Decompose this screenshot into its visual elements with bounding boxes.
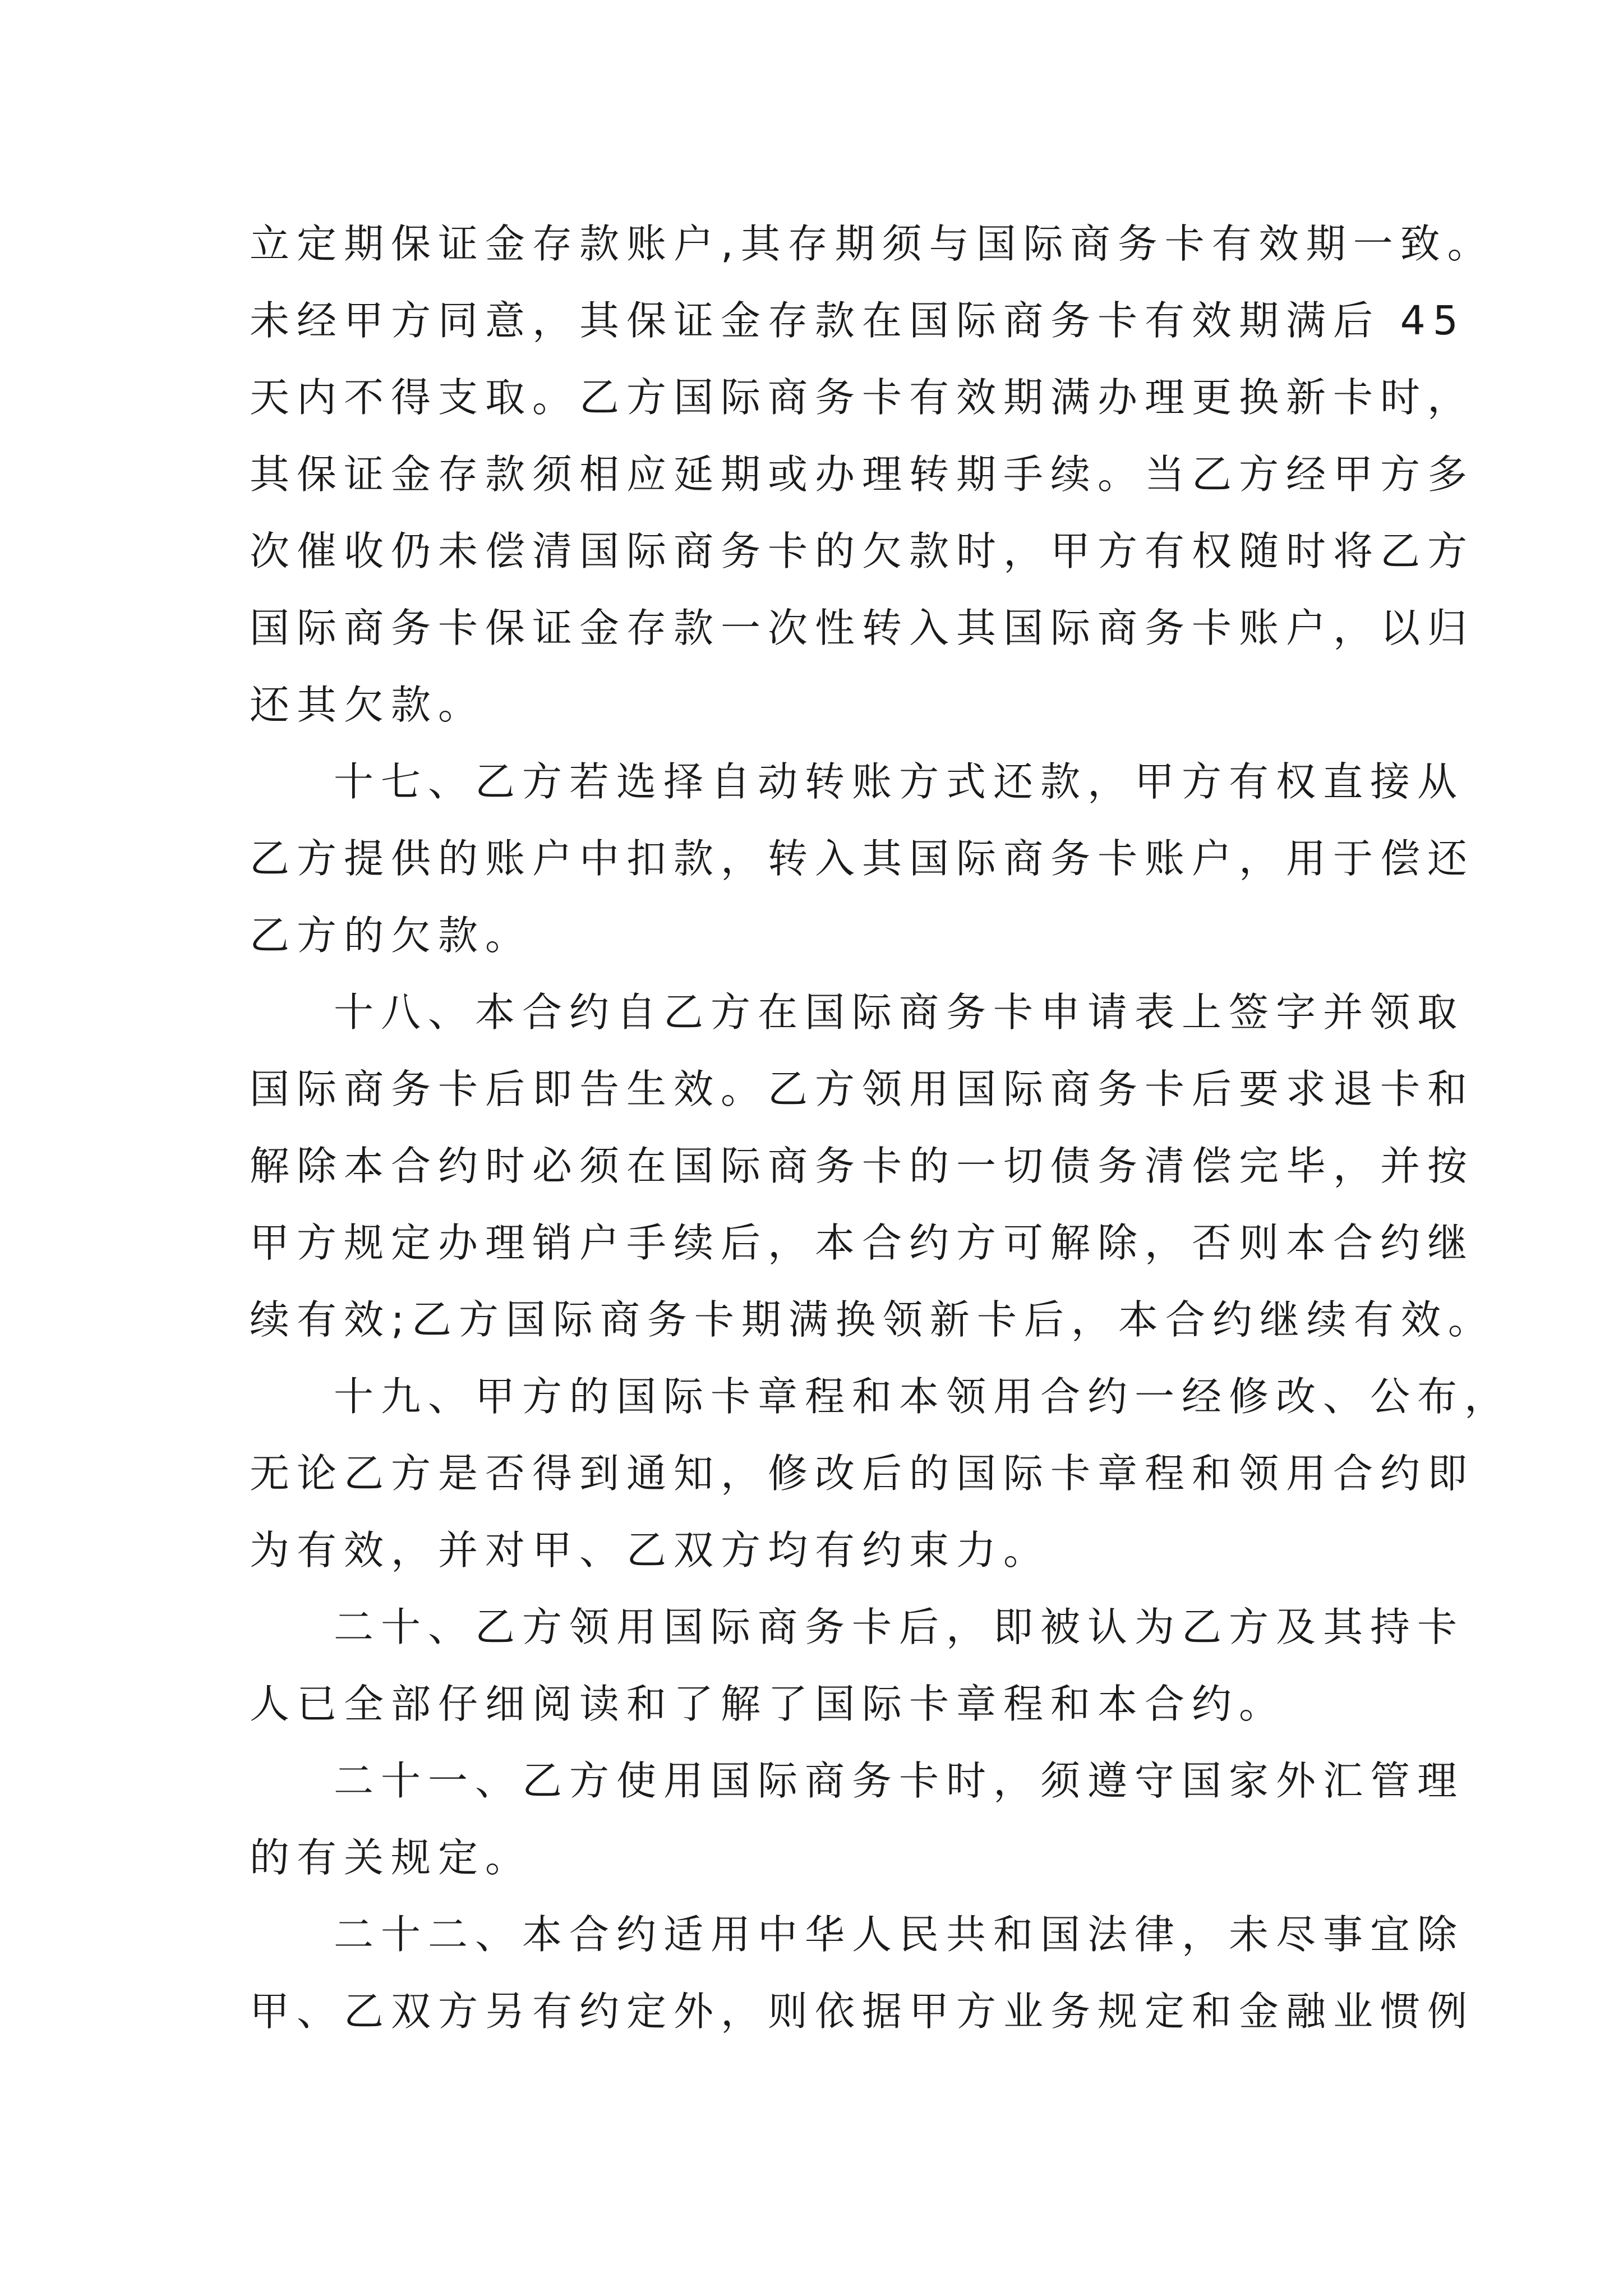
text-line: 还其欠款。 — [250, 682, 486, 728]
text-line: 解除本合约时必须在国际商务卡的一切债务清偿完毕，并按 — [250, 1143, 1475, 1189]
text-line: 无论乙方是否得到通知，修改后的国际卡章程和领用合约即 — [250, 1450, 1475, 1497]
text-line: 为有效，并对甲、乙双方均有约束力。 — [250, 1527, 1051, 1573]
text-line: 国际商务卡保证金存款一次性转入其国际商务卡账户，以归 — [250, 605, 1475, 651]
text-line: 立定期保证金存款账户,其存期须与国际商务卡有效期一致。 — [250, 220, 1495, 267]
text-line: 甲、乙双方另有约定外，则依据甲方业务规定和金融业惯例 — [250, 1988, 1475, 2035]
clause-21-line: 二十一、乙方使用国际商务卡时，须遵守国家外汇管理 — [334, 1757, 1465, 1804]
text-line: 乙方提供的账户中扣款，转入其国际商务卡账户，用于偿还 — [250, 835, 1475, 882]
text-line: 续有效;乙方国际商务卡期满换领新卡后，本合约继续有效。 — [250, 1296, 1495, 1343]
text-line: 次催收仍未偿清国际商务卡的欠款时，甲方有权随时将乙方 — [250, 528, 1475, 574]
text-line: 人已全部仔细阅读和了解了国际卡章程和本合约。 — [250, 1681, 1287, 1727]
text-line: 的有关规定。 — [250, 1834, 533, 1881]
clause-22-line: 二十二、本合约适用中华人民共和国法律，未尽事宜除 — [334, 1911, 1465, 1958]
clause-17-line: 十七、乙方若选择自动转账方式还款，甲方有权直接从 — [334, 758, 1465, 805]
text-line: 天内不得支取。乙方国际商务卡有效期满办理更换新卡时， — [250, 374, 1475, 421]
clause-19-line: 十九、甲方的国际卡章程和本领用合约一经修改、公布， — [334, 1373, 1512, 1420]
text-line: 未经甲方同意，其保证金存款在国际商务卡有效期满后 45 — [250, 297, 1465, 344]
text-line: 其保证金存款须相应延期或办理转期手续。当乙方经甲方多 — [250, 451, 1475, 498]
clause-20-line: 二十、乙方领用国际商务卡后，即被认为乙方及其持卡 — [334, 1604, 1465, 1650]
text-line: 甲方规定办理销户手续后，本合约方可解除，否则本合约继 — [250, 1220, 1475, 1266]
clause-18-line: 十八、本合约自乙方在国际商务卡申请表上签字并领取 — [334, 989, 1465, 1036]
text-line: 国际商务卡后即告生效。乙方领用国际商务卡后要求退卡和 — [250, 1066, 1475, 1112]
text-line: 乙方的欠款。 — [250, 912, 533, 959]
